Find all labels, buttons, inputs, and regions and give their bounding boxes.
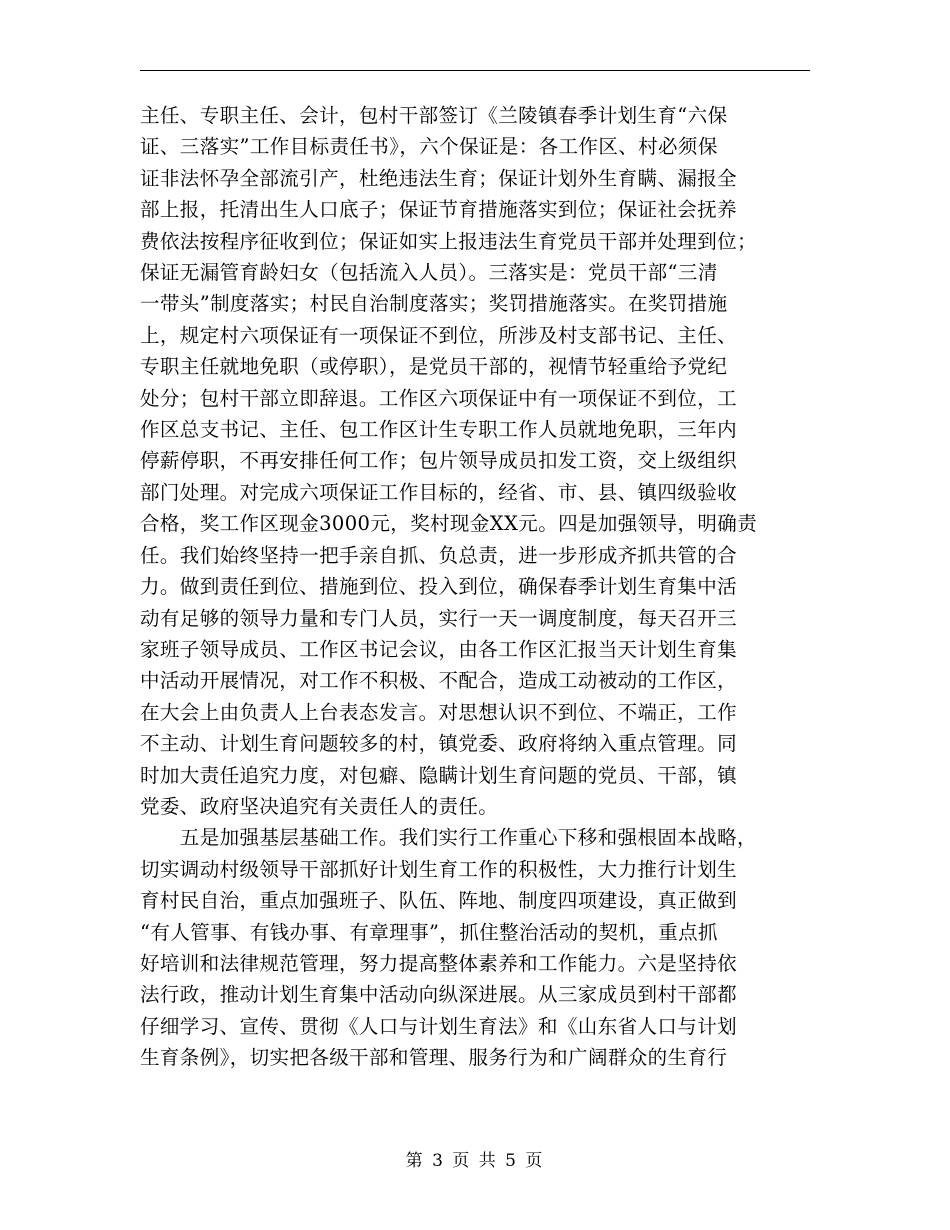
text-line: 任。我们始终坚持一把手亲自抓、负总责，进一步形成齐抓共管的合 <box>140 543 738 567</box>
text-line: 家班子领导成员、工作区书记会议，由各工作区汇报当天计划生育集 <box>140 637 738 661</box>
text-line: 处分；包村干部立即辞退。工作区六项保证中有一项保证不到位，工 <box>140 386 738 410</box>
text-line: 切实调动村级领导干部抓好计划生育工作的积极性，大力推行计划生 <box>140 857 738 881</box>
text-line: “有人管事、有钱办事、有章理事”，抓住整治活动的契机，重点抓 <box>140 920 718 944</box>
text-line: 不主动、计划生育问题较多的村，镇党委、政府将纳入重点管理。同 <box>140 732 738 756</box>
text-line: 力。做到责任到位、措施到位、投入到位，确保春季计划生育集中活 <box>140 575 738 599</box>
page-footer: 第 3 页 共 5 页 <box>405 1151 545 1171</box>
text-line: 生育条例》，切实把各级干部和管理、服务行为和广阔群众的生育行 <box>140 1046 728 1070</box>
text-line: 保证无漏管育龄妇女（包括流入人员）。三落实是：党员干部“三清 <box>140 261 718 285</box>
text-line: 证非法怀孕全部流引产，杜绝违法生育；保证计划外生育瞒、漏报全 <box>140 166 738 190</box>
text-line: 在大会上由负责人上台表态发言。对思想认识不到位、不端正，工作 <box>140 700 738 724</box>
text-line: 费依法按程序征收到位；保证如实上报违法生育党员干部并处理到位； <box>140 229 757 253</box>
text-line: 仔细学习、宣传、贯彻《人口与计划生育法》和《山东省人口与计划 <box>140 1014 738 1038</box>
text-line: 证、三落实”工作目标责任书》，六个保证是：各工作区、村必须保 <box>140 135 718 159</box>
document-body <box>140 100 810 1074</box>
text-line: 主任、专职主任、会计，包村干部签订《兰陵镇春季计划生育“六保 <box>140 104 728 127</box>
text-line: 上，规定村六项保证有一项保证不到位，所涉及村支部书记、主任、 <box>140 323 738 347</box>
text-line: 部门处理。对完成六项保证工作目标的，经省、市、县、镇四级验收 <box>140 480 738 504</box>
text-line: 法行政，推动计划生育集中活动向纵深进展。从三家成员到村干部都 <box>140 983 738 1007</box>
text-line: 育村民自治，重点加强班子、队伍、阵地、制度四项建设，真正做到 <box>140 889 738 913</box>
text-line: 合格，奖工作区现金3000元，奖村现金XX元。四是加强领导，明确责 <box>140 512 758 536</box>
text-line: 中活动开展情况，对工作不积极、不配合，造成工动被动的工作区， <box>140 669 738 693</box>
text-line: 部上报，托清出生人口底子；保证节育措施落实到位；保证社会抚养 <box>140 198 738 222</box>
text-line: 停薪停职，不再安排任何工作；包片领导成员扣发工资，交上级组织 <box>140 449 738 473</box>
text-line: 一带头”制度落实；村民自治制度落实；奖罚措施落实。在奖罚措施 <box>140 292 728 316</box>
text-line: 好培训和法律规范管理，努力提高整体素养和工作能力。六是坚持依 <box>140 951 738 975</box>
text-line: 作区总支书记、主任、包工作区计生专职工作人员就地免职，三年内 <box>140 418 738 442</box>
text-line: 专职主任就地免职（或停职），是党员干部的，视情节轻重给予党纪 <box>140 355 728 379</box>
header-rule <box>140 70 810 71</box>
text-line: 党委、政府坚决追究有关责任人的责任。 <box>140 794 499 818</box>
text-line: 时加大责任追究力度，对包癖、隐瞒计划生育问题的党员、干部，镇 <box>140 763 738 787</box>
text-line: 五是加强基层基础工作。我们实行工作重心下移和强根固本战略， <box>140 826 757 850</box>
text-line: 动有足够的领导力量和专门人员，实行一天一调度制度，每天召开三 <box>140 606 738 630</box>
